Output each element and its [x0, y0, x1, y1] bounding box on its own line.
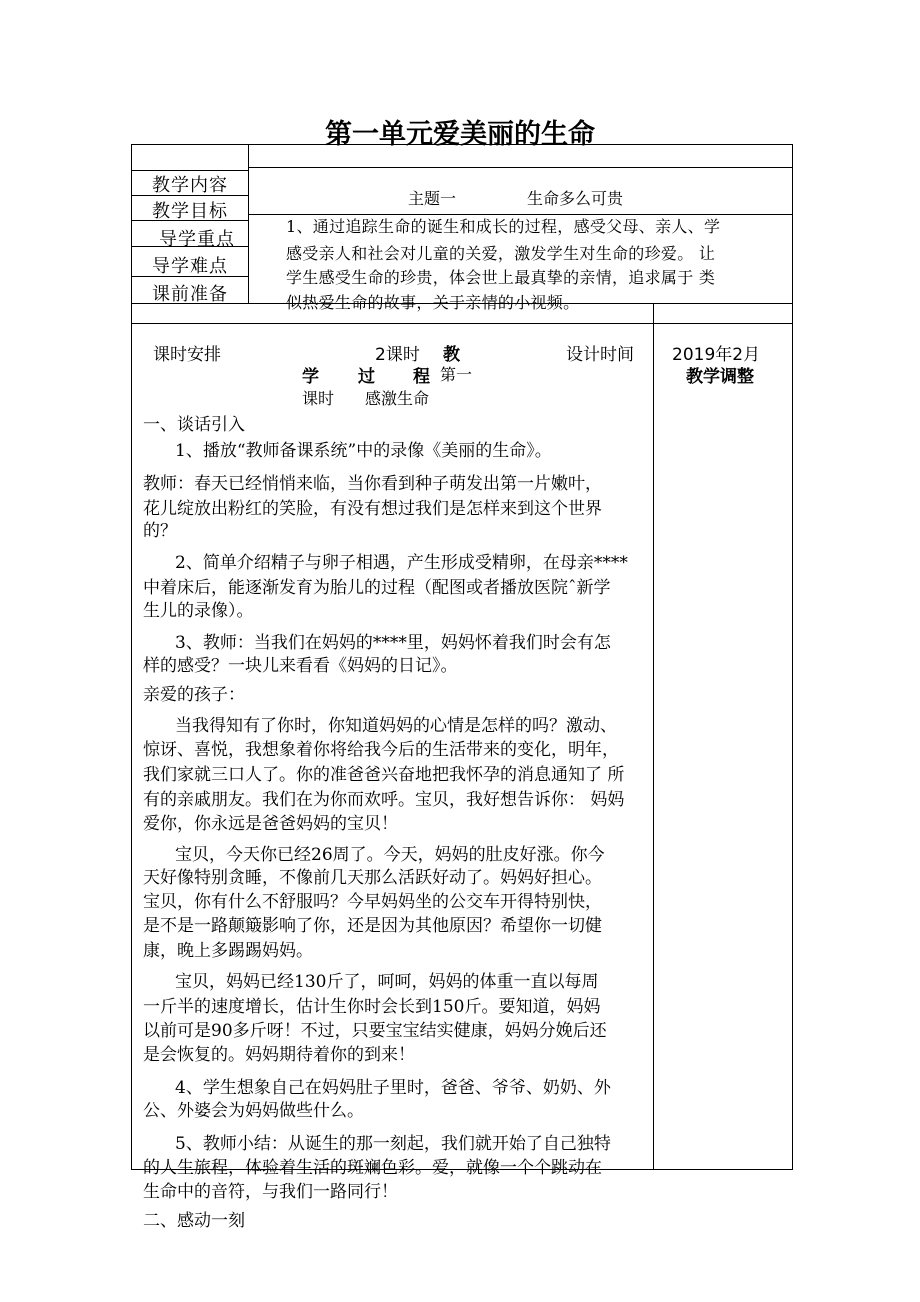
content-paragraph-line: 惊讶、喜悦，我想象着你将给我今后的生活带来的变化，明年，: [143, 740, 619, 760]
content-paragraph-line: 生儿的录像）。: [143, 601, 254, 621]
lesson-title: 感激生命: [365, 389, 430, 408]
content-paragraph-line: 1、播放“教师备课系统”中的录像《美丽的生命》。: [175, 441, 552, 461]
content-paragraph-line: 一斤半的速度增长，估计生你时会长到150斤。要知道，妈妈: [143, 997, 601, 1017]
design-date: 2019年2月: [672, 345, 761, 365]
content-paragraph-line: 生命中的音符，与我们一路同行！: [143, 1182, 398, 1202]
goal-line: 似热爱生命的故事，关于亲情的小视频。: [286, 293, 580, 312]
label-preparation: 课前准备: [152, 284, 228, 305]
content-paragraph-line: 样的感受？一块儿来看看《妈妈的日记》。: [143, 656, 458, 676]
content-paragraph-line: 康，晚上多踢踢妈妈。: [143, 941, 313, 961]
lesson-prefix: 第一: [440, 365, 473, 384]
lesson-suffix: 课时: [302, 389, 335, 408]
content-paragraph-line: 5、教师小结：从诞生的那一刻起，我们就开始了自己独特: [175, 1134, 611, 1154]
section-heading: 一、谈话引入: [143, 415, 245, 435]
content-paragraph-line: 教师：春天已经悄悄来临，当你看到种子萌发出第一片嫩叶，: [143, 474, 602, 494]
content-paragraph-line: 花儿绽放出粉红的笑脸，有没有想过我们是怎样来到这个世界: [143, 499, 602, 519]
label-difficult-points: 导学难点: [152, 256, 228, 277]
content-paragraph-line: 宝贝，今天你已经26周了。今天，妈妈的肚皮好涨。你今: [175, 845, 605, 865]
adjust-label: 教学调整: [686, 367, 754, 387]
teach-char: 教: [443, 345, 460, 365]
process-char: 程: [413, 367, 430, 387]
process-char: 过: [358, 367, 375, 387]
content-paragraph-line: 亲爱的孩子：: [143, 685, 245, 705]
content-paragraph-line: 3、教师：当我们在妈妈的****里，妈妈怀着我们时会有怎: [175, 633, 611, 653]
content-paragraph-line: 是不是一路颠簸影响了你，还是因为其他原因？希望你一切健: [143, 916, 602, 936]
topic-name: 生命多么可贵: [527, 189, 624, 208]
label-teaching-goal: 教学目标: [152, 201, 228, 222]
goal-line: 1、通过追踪生命的诞生和成长的过程，感受父母、亲人、学: [286, 217, 721, 236]
topic-prefix: 主题一: [408, 189, 457, 208]
label-teaching-content: 教学内容: [152, 175, 228, 196]
page-title: 第一单元爱美丽的生命: [325, 119, 595, 150]
content-paragraph-line: 2、简单介绍精子与卵子相遇，产生形成受精卵，在母亲****: [175, 553, 628, 573]
content-paragraph-line: 有的亲戚朋友。我们在为你而欢呼。宝贝，我好想告诉你： 妈妈: [143, 790, 625, 810]
content-paragraph-line: 是会恢复的。妈妈期待着你的到来！: [143, 1045, 415, 1065]
content-paragraph-line: 当我得知有了你时，你知道妈妈的心情是怎样的吗？激动、: [175, 716, 617, 736]
content-paragraph-line: 爱你，你永远是爸爸妈妈的宝贝！: [143, 814, 398, 834]
content-paragraph-line: 宝贝，妈妈已经130斤了，呵呵，妈妈的体重一直以每周: [175, 972, 599, 992]
design-time-label: 设计时间: [566, 345, 634, 365]
label-key-points: 导学重点: [159, 229, 235, 250]
content-paragraph-line: 的人生旅程，体验着生活的斑斓色彩。爱，就像一个个跳动在: [143, 1158, 602, 1178]
content-paragraph-line: 中着床后，能逐渐发育为胎儿的过程（配图或者播放医院ˆ新学: [143, 578, 611, 598]
schedule-hours: 2课时: [375, 345, 420, 365]
content-paragraph-line: 我们家就三口人了。你的准爸爸兴奋地把我怀孕的消息通知了 所: [143, 765, 625, 785]
content-paragraph-line: 公、外婆会为妈妈做些什么。: [143, 1101, 364, 1121]
content-paragraph-line: 以前可是90多斤呀！不过，只要宝宝结实健康，妈妈分娩后还: [143, 1021, 607, 1041]
content-paragraph-line: 4、学生想象自己在妈妈肚子里时，爸爸、爷爷、奶奶、外: [175, 1078, 611, 1098]
process-char: 学: [302, 367, 319, 387]
schedule-label: 课时安排: [153, 345, 221, 365]
content-paragraph-line: 天好像特别贪睡，不像前几天那么活跃好动了。妈妈好担心。: [143, 868, 602, 888]
content-paragraph-line: 宝贝，你有什么不舒服吗？今早妈妈坐的公交车开得特别快，: [143, 892, 602, 912]
content-paragraph-line: 的？: [143, 521, 177, 541]
goal-line: 感受亲人和社会对儿童的关爱，激发学生对生命的珍爱。 让: [286, 244, 716, 263]
goal-line: 学生感受生命的珍贵，体会世上最真挚的亲情，追求属于 类: [286, 268, 716, 287]
section-heading: 二、感动一刻: [143, 1211, 245, 1231]
